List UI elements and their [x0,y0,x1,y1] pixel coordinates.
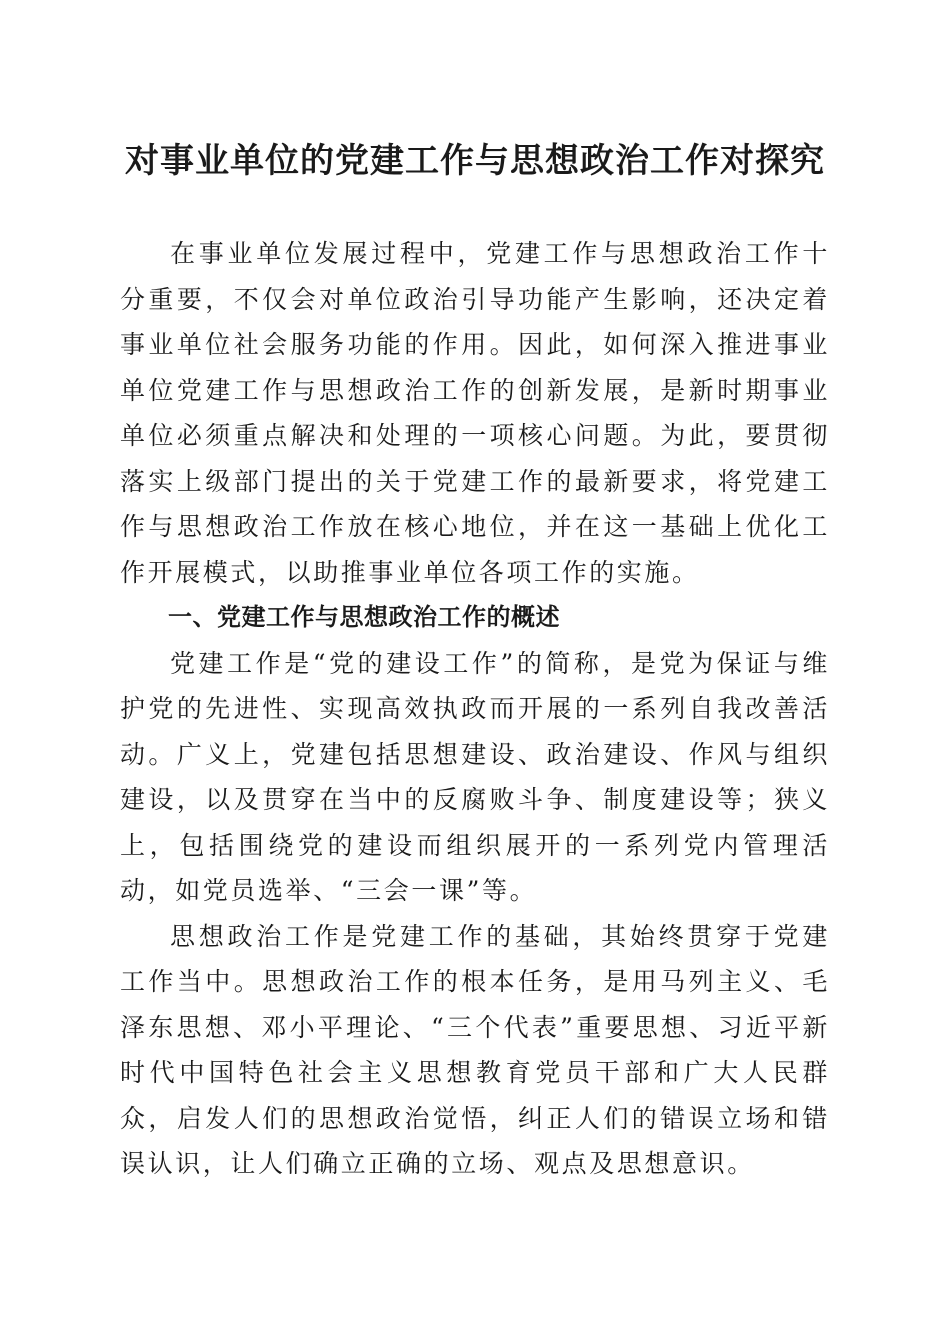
section-heading-1: 一、党建工作与思想政治工作的概述 [168,603,560,631]
document-body [120,231,830,1187]
section-1-paragraph-2: 思想政治工作是党建工作的基础，其始终贯穿于党建工作当中。思想政治工作的根本任务，是用马列主义、毛泽东思想、邓小平理论、“三个代表”重要思想、习近平新时代中国特色社会主义思想教育党员干部和广大人民群众，启发人们的思想政治觉悟，纠正人们的错误立场和错误认识，让人们确立正确的立场、观点及思想意识。 [120,921,830,1178]
intro-paragraph: 在事业单位发展过程中，党建工作与思想政治工作十分重要，不仅会对单位政治引导功能产生影响，还决定着事业单位社会服务功能的作用。因此，如何深入推进事业单位党建工作与思想政治工作的创新发展，是新时期事业单位必须重点解决和处理的一项核心问题。为此，要贯彻落实上级部门提出的关于党建工作的最新要求，将党建工作与思想政治工作放在核心地位，并在这一基础上优化工作开展模式，以助推事业单位各项工作的实施。 [120,239,830,587]
document-title: 对事业单位的党建工作与思想政治工作对探究 [125,141,825,181]
section-1-paragraph-1: 党建工作是“党的建设工作”的简称，是党为保证与维护党的先进性、实现高效执政而开展的一系列自我改善活动。广义上，党建包括思想建设、政治建设、作风与组织建设，以及贯穿在当中的反腐败斗争、制度建设等；狭义上，包括围绕党的建设而组织展开的一系列党内管理活动，如党员选举、“三会一课”等。 [120,648,830,905]
